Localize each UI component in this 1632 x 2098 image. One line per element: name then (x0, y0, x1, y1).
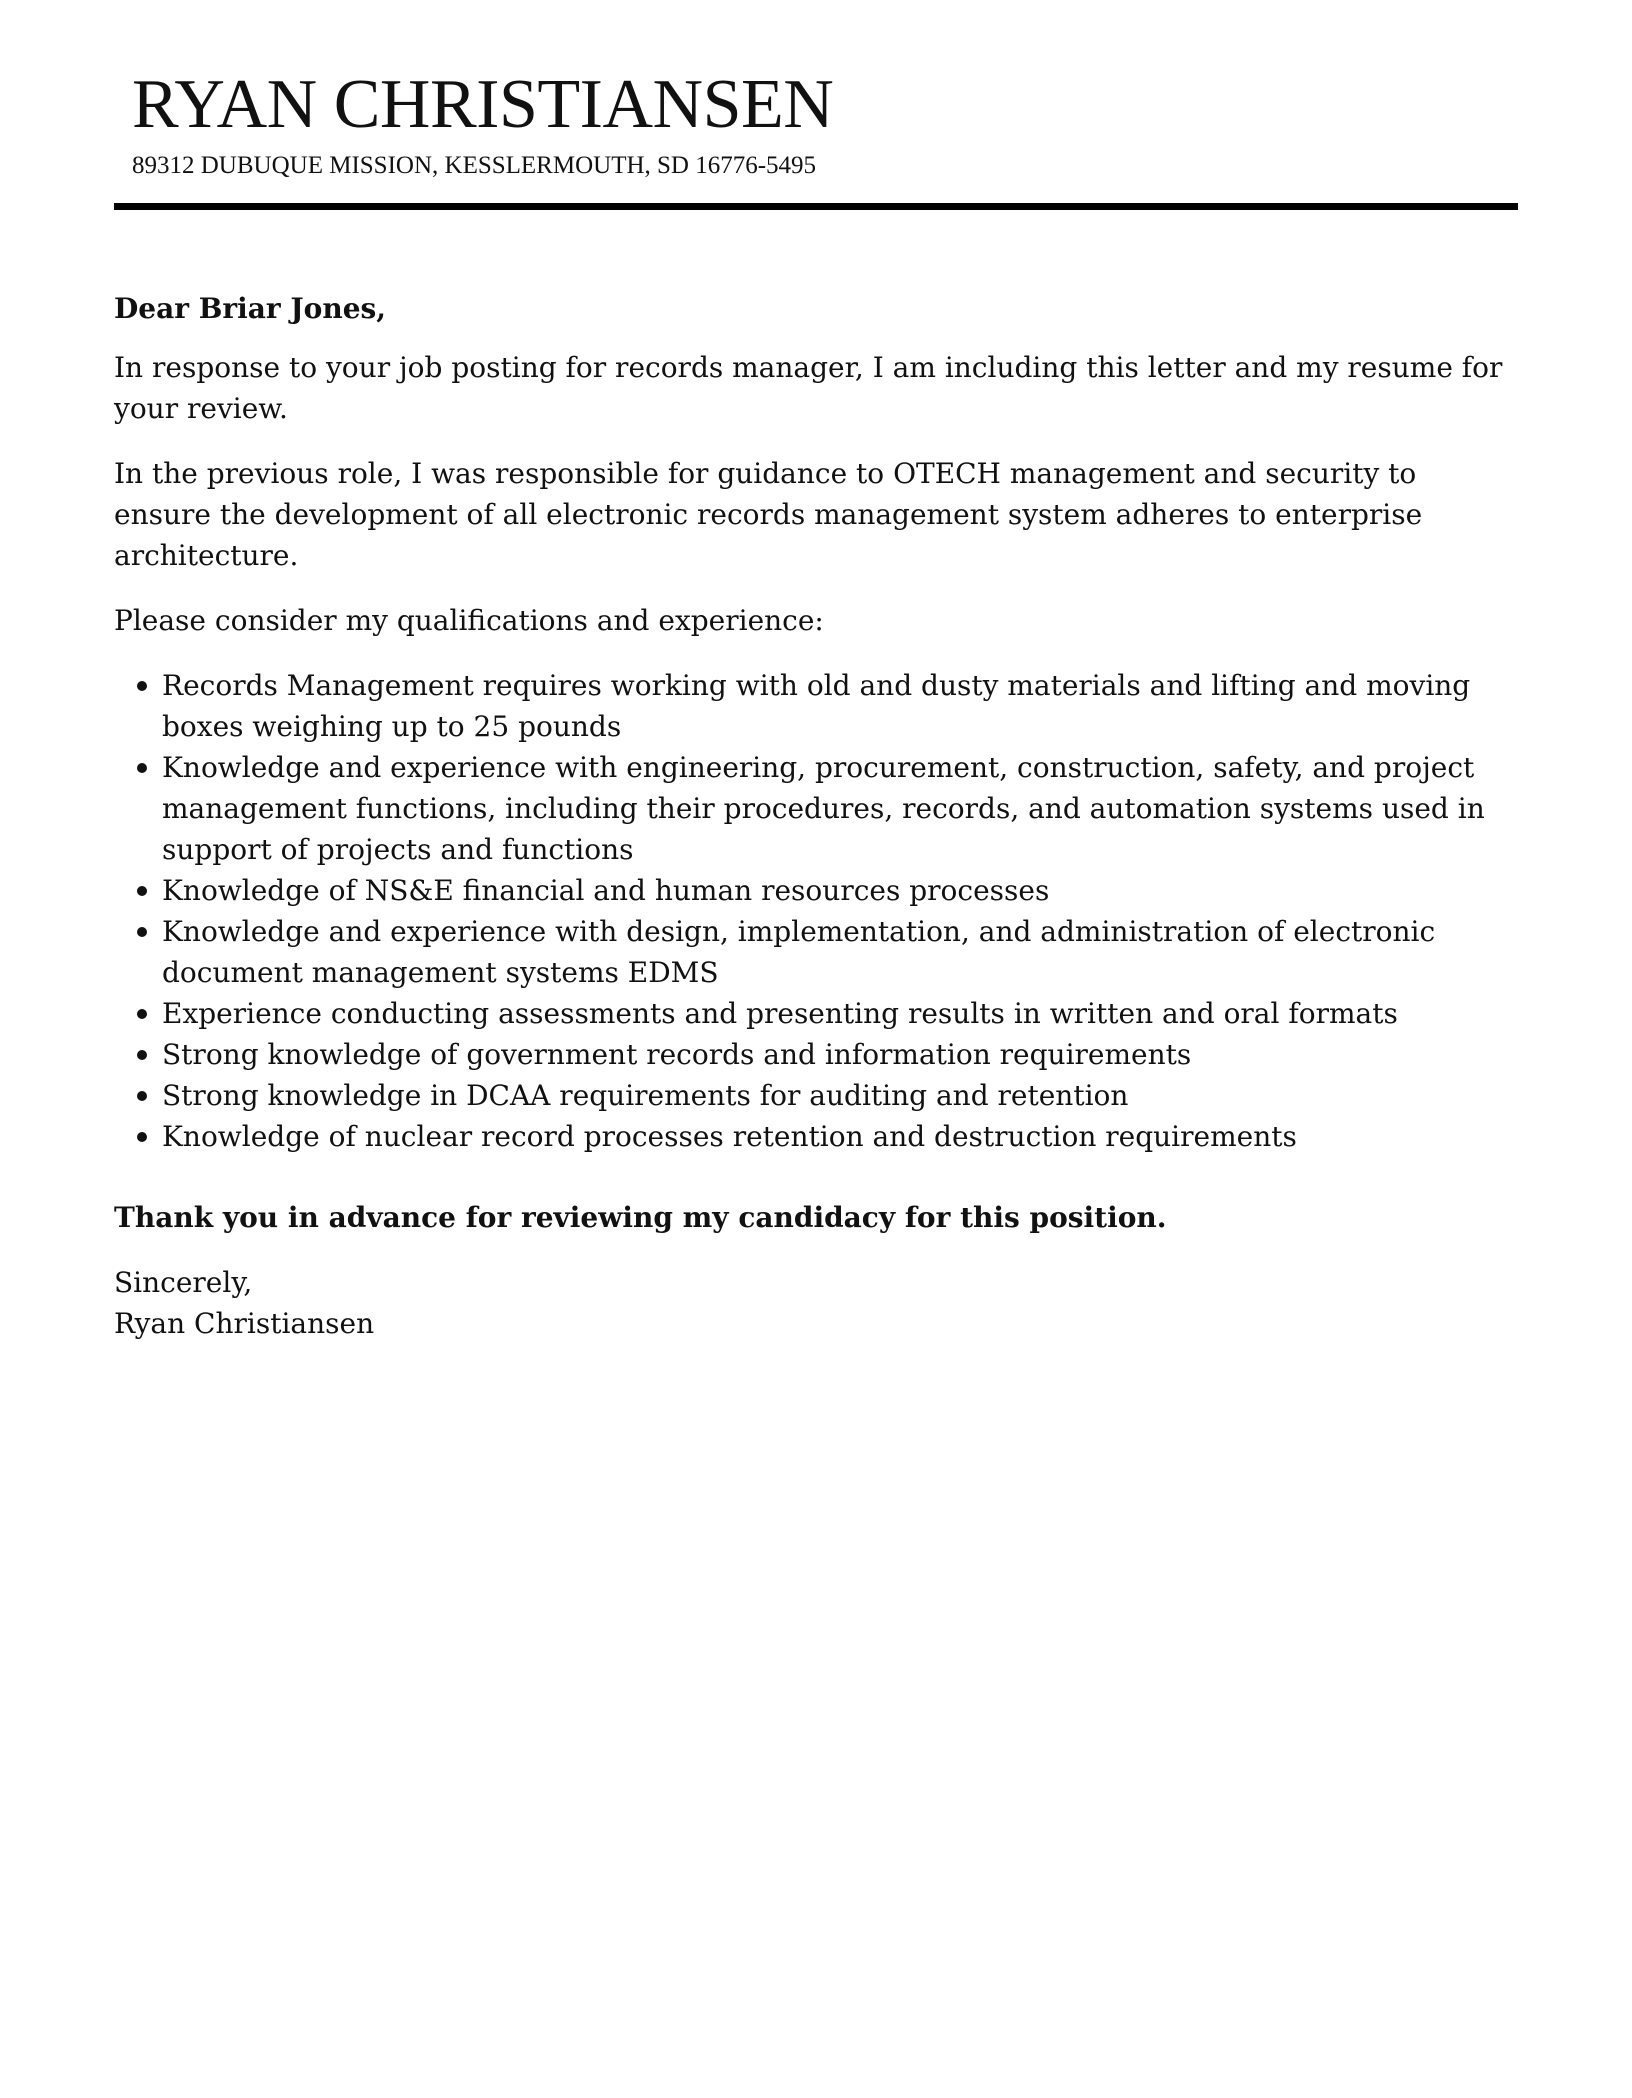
list-item (162, 993, 1518, 1034)
list-item-text: Knowledge and experience with design, implementation, and administration of electronic document management systems EDMS (162, 915, 1436, 989)
list-item-text: Knowledge of nuclear record processes retention and destruction requirements (162, 1120, 1297, 1153)
experience-paragraph: In the previous role, I was responsible for guidance to OTECH management and security to ensure the development of all electronic records management system adheres to enterprise architecture. (114, 457, 1423, 572)
list-item-text: Knowledge of NS&E financial and human resources processes (162, 874, 1050, 907)
signature-name: Ryan Christiansen (114, 1307, 375, 1340)
list-item-text: Strong knowledge in DCAA requirements for auditing and retention (162, 1079, 1129, 1112)
bullet-icon (137, 763, 147, 773)
list-item (162, 1075, 1518, 1116)
list-item (162, 1116, 1518, 1157)
salutation: Dear Briar Jones, (114, 292, 387, 325)
qualifications-list (114, 665, 1518, 1157)
list-item (162, 747, 1518, 870)
bullet-icon (137, 1132, 147, 1142)
intro-paragraph: In response to your job posting for records manager, I am including this letter and my resume for your review. (114, 351, 1503, 425)
letter-body (114, 288, 1518, 1344)
list-item-text: Experience conducting assessments and presenting results in written and oral formats (162, 997, 1398, 1030)
closing-statement: Thank you in advance for reviewing my candidacy for this position. (114, 1201, 1167, 1234)
bullet-icon (137, 1009, 147, 1019)
list-item-text: Strong knowledge of government records and information requirements (162, 1038, 1192, 1071)
header-divider (114, 203, 1518, 210)
list-item-text: Records Management requires working with old and dusty materials and lifting and moving boxes weighing up to 25 pounds (162, 669, 1471, 743)
qualifications-intro: Please consider my qualifications and experience: (114, 604, 824, 637)
list-item (162, 1034, 1518, 1075)
list-item (162, 911, 1518, 993)
bullet-icon (137, 886, 147, 896)
bullet-icon (137, 1091, 147, 1101)
sender-name: RYAN CHRISTIANSEN (132, 66, 834, 143)
sender-address: 89312 DUBUQUE MISSION, KESSLERMOUTH, SD 16776-5495 (132, 152, 817, 179)
bullet-icon (137, 1050, 147, 1060)
letter-header (132, 66, 1512, 182)
bullet-icon (137, 927, 147, 937)
bullet-icon (137, 681, 147, 691)
sign-off: Sincerely, (114, 1266, 253, 1299)
list-item-text: Knowledge and experience with engineering, procurement, construction, safety, and project management functions, including their procedures, records, and automation systems used in support of projects and functions (162, 751, 1485, 866)
list-item (162, 665, 1518, 747)
list-item (162, 870, 1518, 911)
